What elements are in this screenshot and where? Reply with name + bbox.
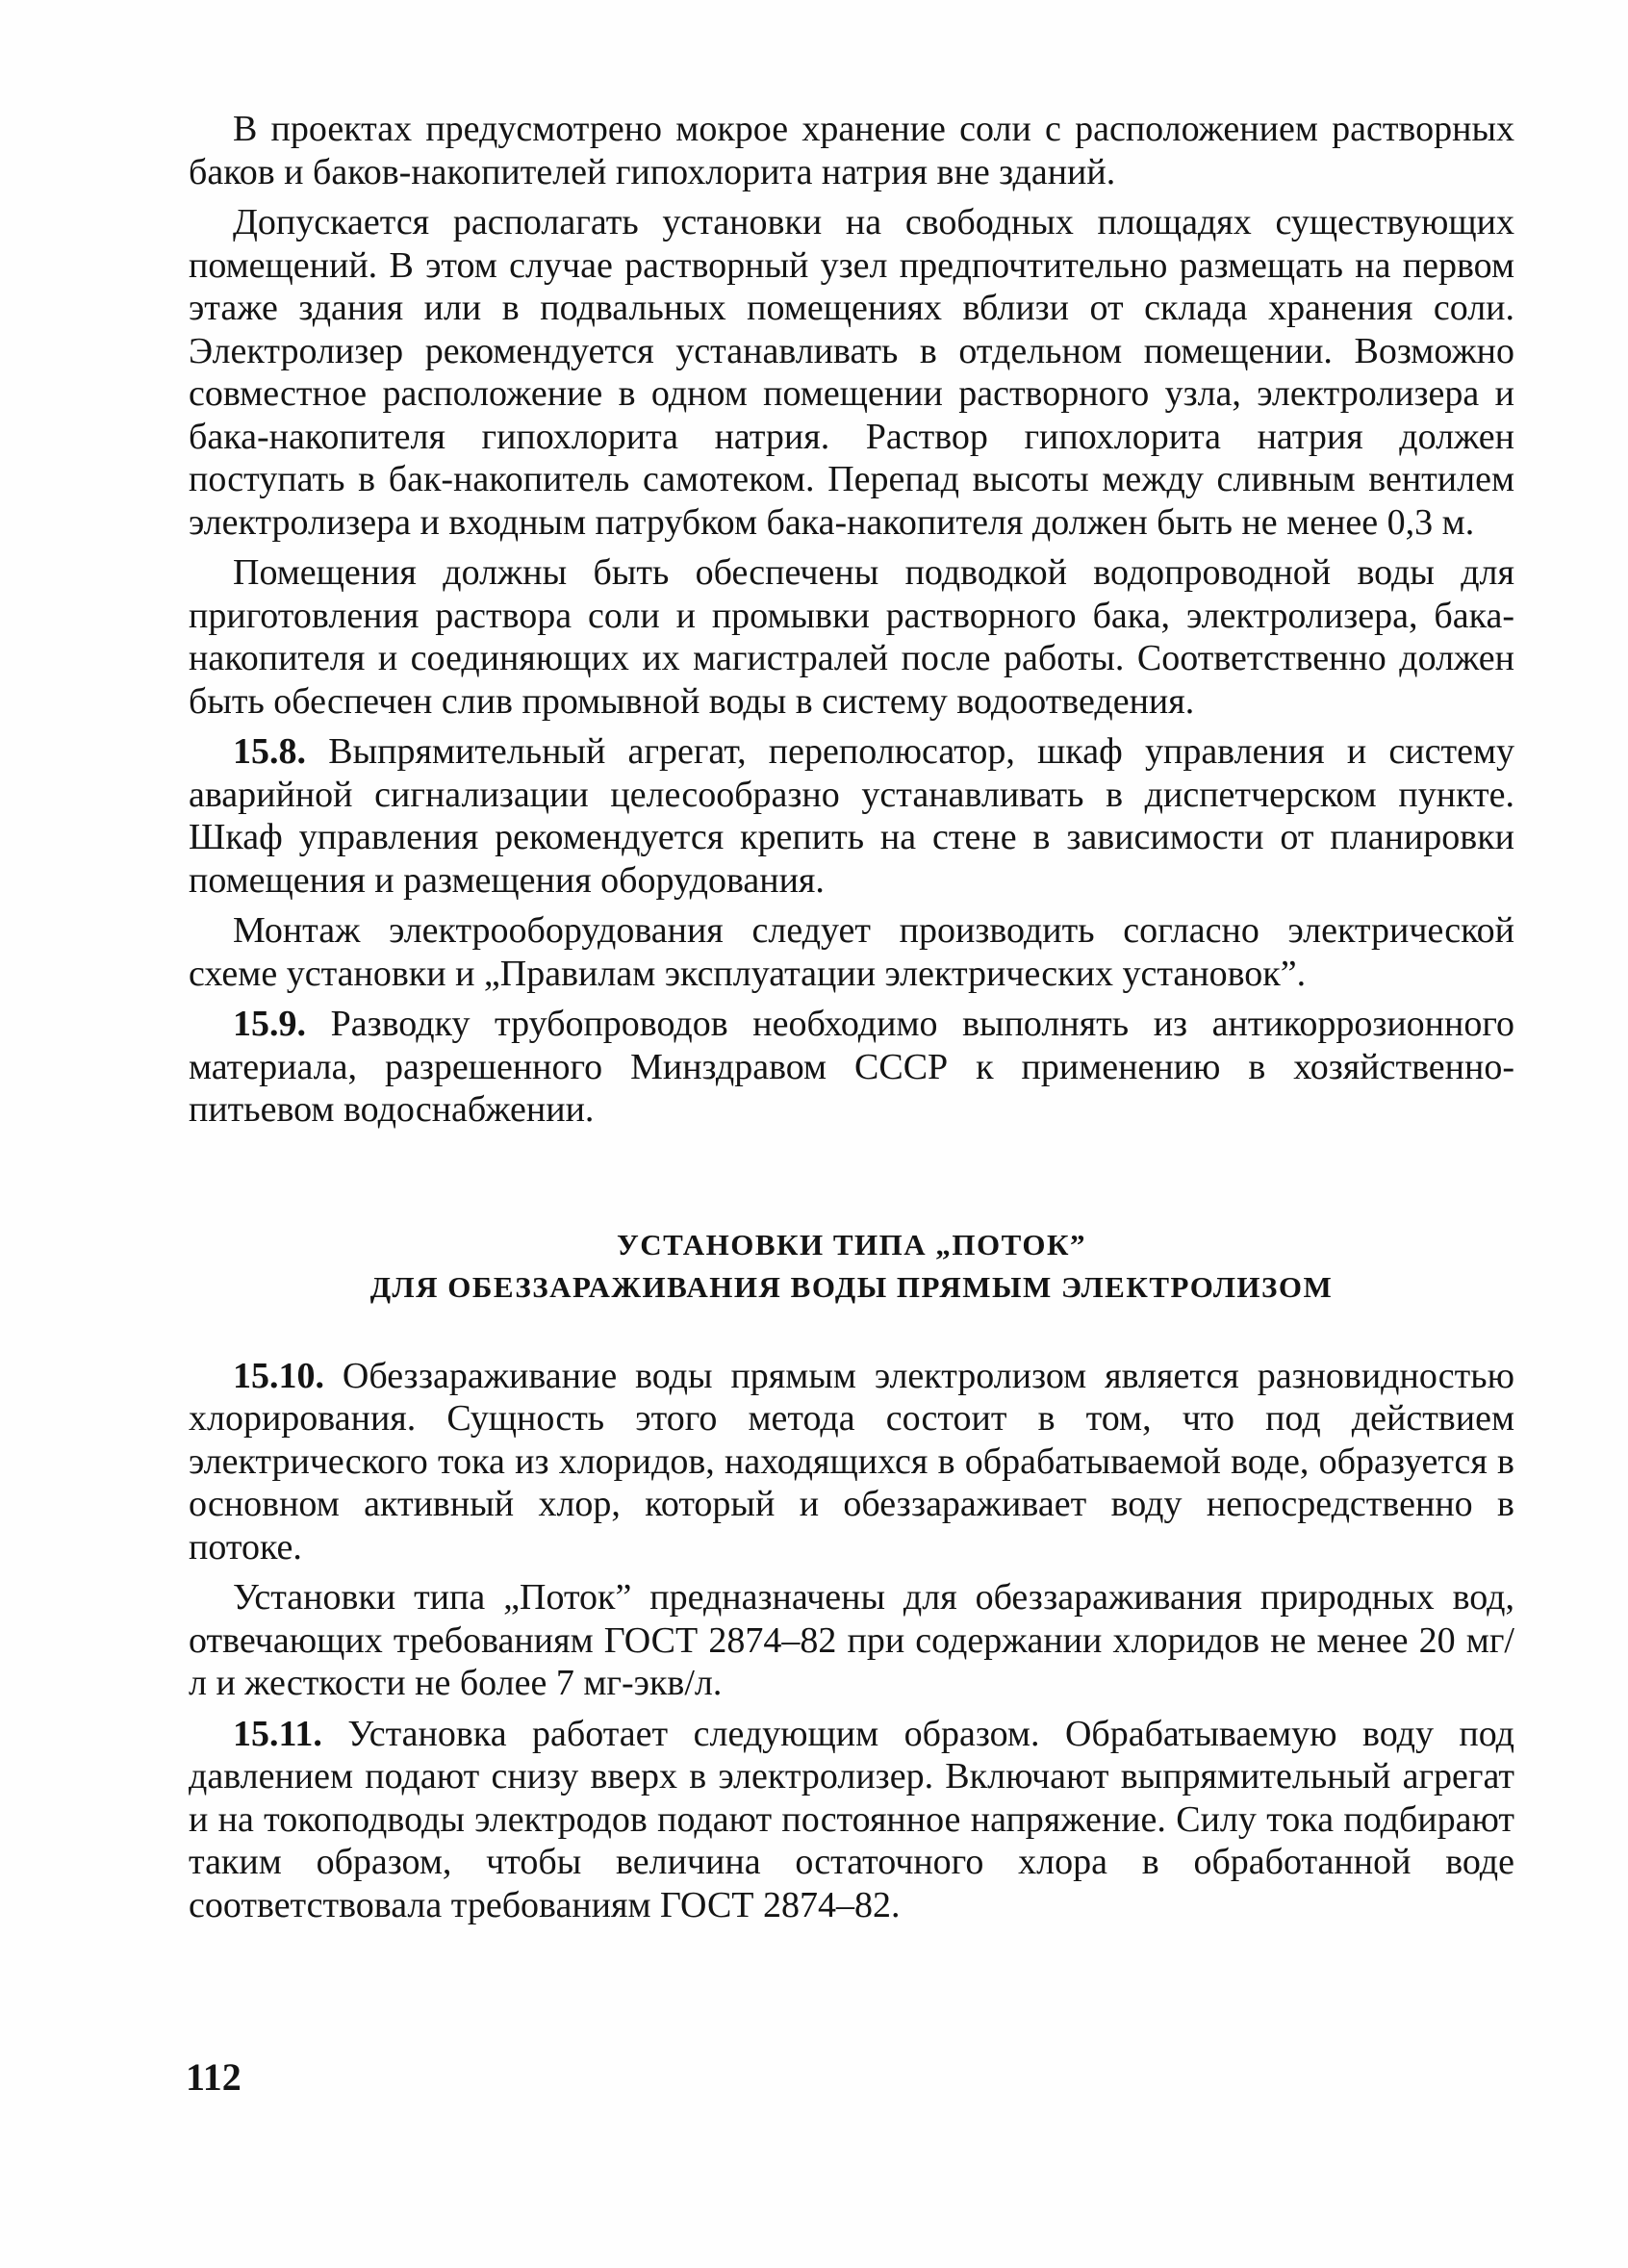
paragraph-clause-15-11: [189, 1713, 1514, 1927]
paragraph-text: Установка работает следующим образом. Обрабатываемую воду под давлением подают снизу вверх в электролизер. Включают выпрямительный агрегат и на токоподводы электродов подают постоянное напряжение. Силу тока подбирают таким образом, чтобы величина остаточного хлора в обработанной воде соответствовала требованиям ГОСТ 2874–82.: [189, 1713, 1515, 1925]
clause-number: 15.11.: [233, 1713, 348, 1754]
paragraph-wet-salt-storage: [189, 108, 1514, 193]
clause-number: 15.10.: [233, 1355, 343, 1396]
paragraph-text: Допускается располагать установки на свободных площадях существующих помещений. В этом случае растворный узел предпочтительно размещать на первом этаже здания или в подвальных помещениях вблизи от склада хранения соли. Электролизер рекомендуется устанавливать в отдельном помещении. Возможно совместное расположение в одном помещении растворного узла, электролизера и бака-накопителя гипохлорита натрия. Раствор гипохлорита натрия должен поступать в бак-накопитель самотеком. Перепад высоты между сливным вентилем электролизера и входным патрубком бака-накопителя должен быть не менее 0,3 м.: [189, 202, 1514, 543]
clause-number: 15.9.: [233, 1004, 331, 1044]
heading-line-2: ДЛЯ ОБЕЗЗАРАЖИВАНИЯ ВОДЫ ПРЯМЫМ ЭЛЕКТРОЛИЗОМ: [369, 1269, 1334, 1304]
paragraph-text: Монтаж электрооборудования следует производить согласно электрической схеме установки и „Правилам эксплуатации электрических установок”.: [189, 910, 1514, 994]
paragraph-electrical-installation: [189, 909, 1514, 995]
text-body: [189, 108, 1514, 1934]
heading-line-1: УСТАНОВКИ ТИПА „ПОТОК”: [616, 1227, 1087, 1261]
paragraph-text: Установки типа „Поток” предназначены для обеззараживания природных вод, отвечающих требованиям ГОСТ 2874–82 при содержании хлоридов не менее 20 мг/л и жесткости не более 7 мг-экв/л.: [189, 1577, 1514, 1703]
paragraph-water-supply: [189, 551, 1514, 723]
paragraph-text: Обеззараживание воды прямым электролизом является разновидностью хлорирования. Сущность этого метода состоит в том, что под действием электрического тока из хлоридов, находящихся в обрабатываемой воде, образуется в основном активный хлор, который и обеззараживает воду непосредственно в потоке.: [189, 1355, 1514, 1567]
paragraph-potok-purpose: [189, 1576, 1514, 1705]
paragraph-clause-15-9: [189, 1003, 1514, 1132]
paragraph-text: Разводку трубопроводов необходимо выполнять из антикоррозионного материала, разрешенного Минздравом СССР к применению в хозяйственно-питьевом водоснабжении.: [189, 1004, 1514, 1130]
page-number: 112: [186, 2055, 242, 2099]
paragraph-clause-15-10: [189, 1355, 1514, 1569]
paragraph-text: В проектах предусмотрено мокрое хранение соли с расположением растворных баков и баков-накопителей гипохлорита натрия вне зданий.: [189, 109, 1514, 192]
paragraph-installation-placement: [189, 201, 1514, 544]
clause-number: 15.8.: [233, 731, 329, 772]
paragraph-text: Помещения должны быть обеспечены подводкой водопроводной воды для приготовления раствора соли и промывки растворного бака, электролизера, бака-накопителя и соединяющих их магистралей после работы. Соответственно должен быть обеспечен слив промывной воды в систему водоотведения.: [189, 552, 1514, 722]
paragraph-clause-15-8: [189, 730, 1514, 902]
paragraph-text: Выпрямительный агрегат, переполюсатор, шкаф управления и систему аварийной сигнализации целесообразно устанавливать в диспетчерском пункте. Шкаф управления рекомендуется крепить на стене в зависимости от планировки помещения и размещения оборудования.: [189, 731, 1515, 901]
section-heading: [189, 1224, 1514, 1309]
